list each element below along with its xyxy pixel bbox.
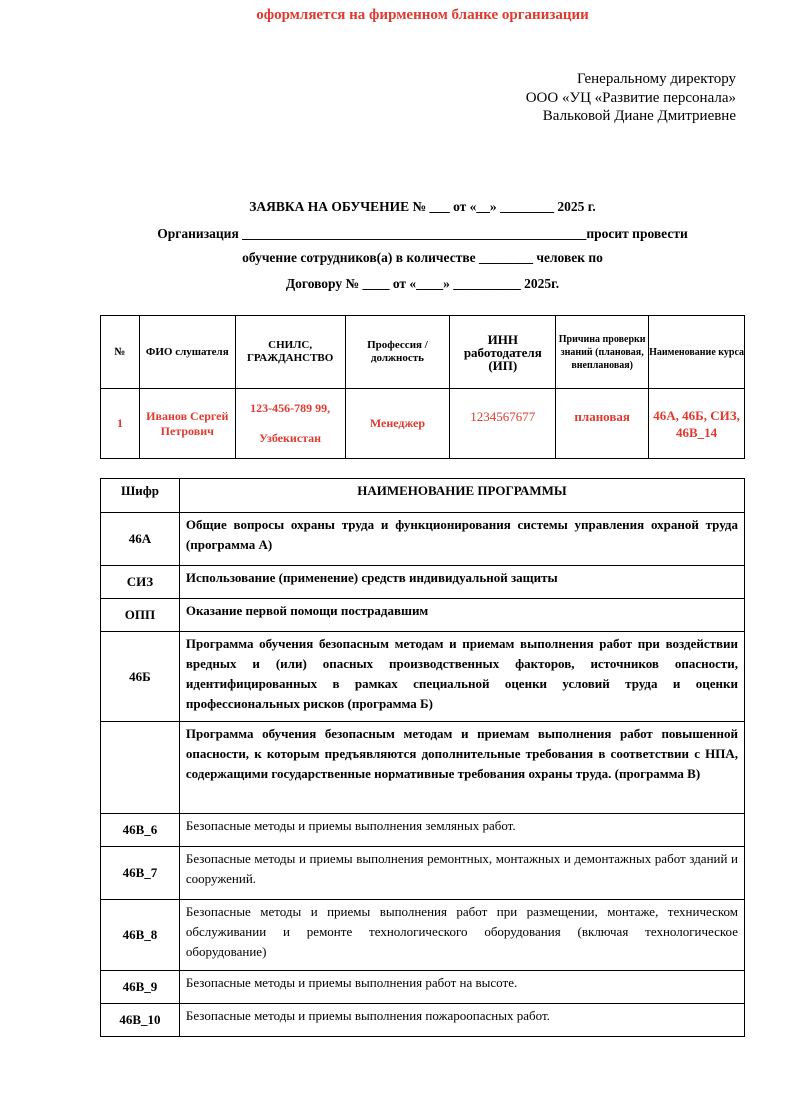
programs-header-row bbox=[101, 479, 745, 513]
addressee-line: Генеральному директору bbox=[576, 71, 736, 87]
table-row bbox=[101, 513, 745, 566]
header-position: Профессия /должность bbox=[345, 316, 450, 389]
program-name: Безопасные методы и приемы выполнения работ при размещении, монтаже, техническом обслуживании и ремонте технологического оборудования (включая технологическое оборудование) bbox=[179, 900, 744, 971]
table-row bbox=[101, 566, 745, 599]
programs-table bbox=[100, 478, 745, 1037]
table-row bbox=[101, 971, 745, 1004]
program-code: 46Б bbox=[101, 632, 180, 722]
program-name: Безопасные методы и приемы выполнения пожароопасных работ. bbox=[179, 1004, 744, 1037]
header-fio: ФИО слушателя bbox=[139, 316, 235, 389]
trainee-snils-cell bbox=[235, 389, 345, 459]
table-row bbox=[101, 722, 745, 814]
letterhead-note: оформляется на фирменном бланке организации bbox=[256, 7, 589, 23]
program-name: Программа обучения безопасным методам и приемам выполнения работ повышенной опасности, к которым предъявляются дополнительные требования в соответствии с НПА, содержащими государственные нормативные требования охраны труда. (программа В) bbox=[179, 722, 744, 814]
program-code: ОПП bbox=[101, 599, 180, 632]
program-code: 46В_9 bbox=[101, 971, 180, 1004]
program-code: 46В_6 bbox=[101, 814, 180, 847]
table-row bbox=[101, 599, 745, 632]
header-number: № bbox=[101, 316, 140, 389]
header-course: Наименование курса bbox=[649, 316, 745, 389]
program-code bbox=[101, 722, 180, 814]
request-title: ЗАЯВКА НА ОБУЧЕНИЕ № ___ от «__» ________ 2025 г. bbox=[249, 199, 596, 214]
program-name: Безопасные методы и приемы выполнения работ на высоте. bbox=[179, 971, 744, 1004]
trainee-citizenship: Узбекистан bbox=[259, 431, 322, 445]
program-code: СИЗ bbox=[101, 566, 180, 599]
table-row bbox=[101, 389, 745, 459]
table-row bbox=[101, 632, 745, 722]
trainee-name: Иванов Сергей Петрович bbox=[139, 389, 235, 459]
addressee-line: Вальковой Диане Дмитриевне bbox=[542, 108, 736, 124]
request-quantity-line: обучение сотрудников(а) в количестве ________ человек по bbox=[242, 250, 603, 265]
header-reason: Причина проверки знаний (плановая, внеплановая) bbox=[556, 316, 649, 389]
program-name: Использование (применение) средств индивидуальной защиты bbox=[179, 566, 744, 599]
program-name: Оказание первой помощи пострадавшим bbox=[179, 599, 744, 632]
trainee-reason: плановая bbox=[556, 389, 649, 459]
trainees-header-row bbox=[101, 316, 745, 389]
table-row bbox=[101, 814, 745, 847]
program-code: 46А bbox=[101, 513, 180, 566]
header-snils: СНИЛС, ГРАЖДАНСТВО bbox=[235, 316, 345, 389]
request-contract-line: Договору № ____ от «____» __________ 2025г. bbox=[285, 276, 560, 291]
program-name: Безопасные методы и приемы выполнения ремонтных, монтажных и демонтажных работ зданий и сооружений. bbox=[179, 847, 744, 900]
trainee-course: 46А, 46Б, СИЗ, 46В_14 bbox=[649, 389, 745, 459]
table-row bbox=[101, 900, 745, 971]
trainee-number: 1 bbox=[101, 389, 140, 459]
trainee-inn: 1234567677 bbox=[450, 389, 556, 459]
table-row bbox=[101, 847, 745, 900]
program-name: Общие вопросы охраны труда и функционирования системы управления охраной труда (программа А) bbox=[179, 513, 744, 566]
trainees-table bbox=[100, 315, 745, 459]
trainee-snils: 123-456-789 99, bbox=[250, 401, 331, 415]
header-inn: ИНН работодателя (ИП) bbox=[450, 316, 556, 389]
header-program-name: НАИМЕНОВАНИЕ ПРОГРАММЫ bbox=[179, 479, 744, 513]
program-name: Безопасные методы и приемы выполнения земляных работ. bbox=[179, 814, 744, 847]
table-row bbox=[101, 1004, 745, 1037]
addressee-block bbox=[526, 70, 736, 126]
header-code: Шифр bbox=[101, 479, 180, 513]
program-name: Программа обучения безопасным методам и приемам выполнения работ при воздействии вредных и (или) опасных производственных факторов, источников опасности, идентифицированных в рамках специальной оценки условий труда и оценки профессиональных рисков (программа Б) bbox=[179, 632, 744, 722]
program-code: 46В_10 bbox=[101, 1004, 180, 1037]
addressee-line: ООО «УЦ «Развитие персонала» bbox=[525, 89, 736, 106]
program-code: 46В_8 bbox=[101, 900, 180, 971]
trainee-position: Менеджер bbox=[345, 389, 450, 459]
program-code: 46В_7 bbox=[101, 847, 180, 900]
request-organization-line: Организация ___________________________________________________просит провести bbox=[157, 226, 688, 241]
